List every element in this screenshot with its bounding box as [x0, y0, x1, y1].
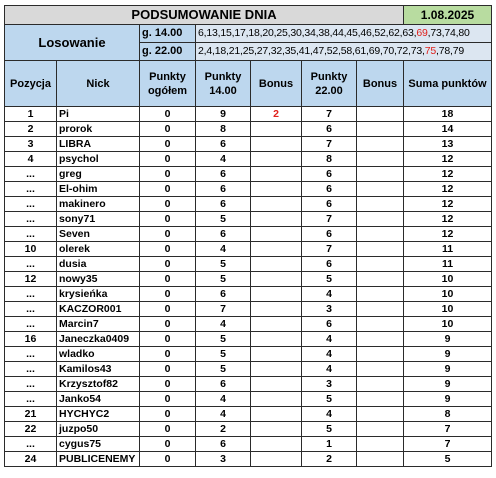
sum-cell: 12	[404, 152, 492, 167]
sum-cell: 12	[404, 182, 492, 197]
nick-cell: olerek	[57, 242, 140, 257]
total-cell: 0	[140, 197, 196, 212]
draw-number: 2	[198, 45, 204, 57]
draw-time-1400: g. 14.00	[140, 25, 196, 43]
draw-number: 25	[276, 27, 288, 39]
total-cell: 0	[140, 227, 196, 242]
sum-cell: 12	[404, 227, 492, 242]
draw-number: 34	[304, 27, 316, 39]
bonus-1-cell	[251, 257, 302, 272]
bonus-1-cell	[251, 422, 302, 437]
sum-cell: 11	[404, 242, 492, 257]
points-2200-cell: 4	[302, 287, 357, 302]
nick-cell: wladko	[57, 347, 140, 362]
points-2200-cell: 5	[302, 422, 357, 437]
points-1400-cell: 5	[196, 212, 251, 227]
draw-time-2200: g. 22.00	[140, 43, 196, 61]
sum-cell: 9	[404, 362, 492, 377]
draw-number: 73	[410, 45, 422, 57]
bonus-2-cell	[357, 302, 404, 317]
draw-number: 63	[402, 27, 414, 39]
position-cell: 16	[5, 332, 57, 347]
table-row	[5, 452, 492, 467]
bonus-1-cell	[251, 137, 302, 152]
points-2200-cell: 6	[302, 182, 357, 197]
position-cell: ...	[5, 362, 57, 377]
draw-number: 6	[198, 27, 204, 39]
sum-cell: 10	[404, 317, 492, 332]
nick-cell: juzpo50	[57, 422, 140, 437]
total-cell: 0	[140, 407, 196, 422]
table-row	[5, 137, 492, 152]
position-cell: ...	[5, 317, 57, 332]
points-2200-cell: 7	[302, 107, 357, 122]
header-sum: Suma punktów	[404, 61, 492, 107]
nick-cell: El-ohim	[57, 182, 140, 197]
points-1400-cell: 5	[196, 347, 251, 362]
bonus-2-cell	[357, 137, 404, 152]
header-points-2200: Punkty 22.00	[302, 61, 357, 107]
position-cell: 22	[5, 422, 57, 437]
total-cell: 0	[140, 272, 196, 287]
sum-cell: 14	[404, 122, 492, 137]
page-title: PODSUMOWANIE DNIA	[5, 6, 404, 25]
points-2200-cell: 7	[302, 212, 357, 227]
bonus-2-cell	[357, 242, 404, 257]
bonus-1-cell	[251, 122, 302, 137]
position-cell: 2	[5, 122, 57, 137]
points-2200-cell: 1	[302, 437, 357, 452]
bonus-1-cell	[251, 437, 302, 452]
bonus-1-cell	[251, 332, 302, 347]
draw-numbers-2200: 2,4,18,21,25,27,32,35,41,47,52,58,61,69,70,72,73,75,78,79	[196, 43, 492, 61]
bonus-2-cell	[357, 287, 404, 302]
bonus-2-cell	[357, 362, 404, 377]
table-row	[5, 197, 492, 212]
points-2200-cell: 3	[302, 302, 357, 317]
position-cell: ...	[5, 212, 57, 227]
sum-cell: 10	[404, 272, 492, 287]
draw-number: 44	[332, 27, 344, 39]
total-cell: 0	[140, 317, 196, 332]
points-2200-cell: 6	[302, 197, 357, 212]
daily-summary-table	[4, 5, 492, 467]
bonus-2-cell	[357, 347, 404, 362]
draw-number: 46	[360, 27, 372, 39]
nick-cell: Seven	[57, 227, 140, 242]
table-row	[5, 422, 492, 437]
position-cell: 4	[5, 152, 57, 167]
table-row	[5, 227, 492, 242]
draw-number: 13	[206, 27, 218, 39]
total-cell: 0	[140, 137, 196, 152]
table-row	[5, 287, 492, 302]
draw-number: 80	[458, 27, 470, 39]
total-cell: 0	[140, 287, 196, 302]
draw-number: 73	[430, 27, 442, 39]
header-nick: Nick	[57, 61, 140, 107]
bonus-1-cell	[251, 377, 302, 392]
points-1400-cell: 6	[196, 182, 251, 197]
bonus-2-cell	[357, 122, 404, 137]
points-1400-cell: 2	[196, 422, 251, 437]
draw-number: 17	[234, 27, 246, 39]
draw-number: 41	[298, 45, 310, 57]
sum-cell: 12	[404, 197, 492, 212]
results-sheet	[4, 5, 492, 467]
date-cell: 1.08.2025	[404, 6, 492, 25]
bonus-1-cell	[251, 242, 302, 257]
table-row	[5, 437, 492, 452]
sum-cell: 12	[404, 212, 492, 227]
bonus-1-cell	[251, 347, 302, 362]
bonus-1-cell	[251, 452, 302, 467]
bonus-1-cell	[251, 302, 302, 317]
table-row	[5, 392, 492, 407]
draw-number: 21	[228, 45, 240, 57]
nick-cell: nowy35	[57, 272, 140, 287]
sum-cell: 18	[404, 107, 492, 122]
table-row	[5, 212, 492, 227]
bonus-2-cell	[357, 332, 404, 347]
bonus-2-cell	[357, 422, 404, 437]
table-row	[5, 347, 492, 362]
points-2200-cell: 6	[302, 122, 357, 137]
draw-number: 35	[284, 45, 296, 57]
total-cell: 0	[140, 152, 196, 167]
draw-number: 61	[354, 45, 366, 57]
sum-cell: 12	[404, 167, 492, 182]
points-2200-cell: 6	[302, 227, 357, 242]
table-row	[5, 182, 492, 197]
position-cell: ...	[5, 257, 57, 272]
table-row	[5, 302, 492, 317]
draw-number: 18	[248, 27, 260, 39]
points-2200-cell: 6	[302, 167, 357, 182]
position-cell: 1	[5, 107, 57, 122]
draw-number: 45	[346, 27, 358, 39]
points-1400-cell: 6	[196, 437, 251, 452]
draw-number: 52	[326, 45, 338, 57]
draw-number: 38	[318, 27, 330, 39]
points-2200-cell: 4	[302, 332, 357, 347]
points-2200-cell: 4	[302, 347, 357, 362]
column-header-row	[5, 61, 492, 107]
total-cell: 0	[140, 242, 196, 257]
total-cell: 0	[140, 332, 196, 347]
total-cell: 0	[140, 437, 196, 452]
position-cell: ...	[5, 377, 57, 392]
total-cell: 0	[140, 302, 196, 317]
position-cell: 21	[5, 407, 57, 422]
draw-number: 47	[312, 45, 324, 57]
sum-cell: 11	[404, 257, 492, 272]
bonus-2-cell	[357, 212, 404, 227]
position-cell: ...	[5, 392, 57, 407]
points-1400-cell: 6	[196, 287, 251, 302]
total-cell: 0	[140, 257, 196, 272]
bonus-1-cell	[251, 182, 302, 197]
nick-cell: krysieńka	[57, 287, 140, 302]
nick-cell: Marcin7	[57, 317, 140, 332]
bonus-1-cell	[251, 272, 302, 287]
points-2200-cell: 3	[302, 377, 357, 392]
total-cell: 0	[140, 362, 196, 377]
sum-cell: 9	[404, 392, 492, 407]
total-cell: 0	[140, 347, 196, 362]
sum-cell: 7	[404, 437, 492, 452]
draw-number: 62	[388, 27, 400, 39]
points-1400-cell: 4	[196, 407, 251, 422]
sum-cell: 5	[404, 452, 492, 467]
sum-cell: 9	[404, 377, 492, 392]
table-row	[5, 257, 492, 272]
bonus-2-cell	[357, 152, 404, 167]
bonus-1-cell	[251, 362, 302, 377]
bonus-2-cell	[357, 452, 404, 467]
bonus-2-cell	[357, 227, 404, 242]
table-row	[5, 332, 492, 347]
header-points-1400: Punkty 14.00	[196, 61, 251, 107]
draw-number: 78	[438, 45, 450, 57]
sum-cell: 9	[404, 332, 492, 347]
sum-cell: 8	[404, 407, 492, 422]
points-1400-cell: 8	[196, 122, 251, 137]
points-2200-cell: 7	[302, 137, 357, 152]
points-1400-cell: 6	[196, 167, 251, 182]
draw-number: 32	[270, 45, 282, 57]
nick-cell: dusia	[57, 257, 140, 272]
points-2200-cell: 5	[302, 392, 357, 407]
total-cell: 0	[140, 122, 196, 137]
table-row	[5, 242, 492, 257]
sum-cell: 7	[404, 422, 492, 437]
position-cell: ...	[5, 197, 57, 212]
nick-cell: makinero	[57, 197, 140, 212]
bonus-2-cell	[357, 437, 404, 452]
points-2200-cell: 5	[302, 272, 357, 287]
points-1400-cell: 5	[196, 362, 251, 377]
draw-number: 15	[220, 27, 232, 39]
total-cell: 0	[140, 377, 196, 392]
draw-number: 18	[214, 45, 226, 57]
points-1400-cell: 4	[196, 392, 251, 407]
sum-cell: 13	[404, 137, 492, 152]
bonus-2-cell	[357, 272, 404, 287]
points-2200-cell: 2	[302, 452, 357, 467]
points-1400-cell: 4	[196, 317, 251, 332]
total-cell: 0	[140, 422, 196, 437]
bonus-2-cell	[357, 107, 404, 122]
sum-cell: 9	[404, 347, 492, 362]
table-row	[5, 167, 492, 182]
bonus-1-cell	[251, 197, 302, 212]
position-cell: 12	[5, 272, 57, 287]
total-cell: 0	[140, 452, 196, 467]
table-row	[5, 107, 492, 122]
bonus-1-cell	[251, 227, 302, 242]
points-1400-cell: 6	[196, 227, 251, 242]
bonus-2-cell	[357, 317, 404, 332]
total-cell: 0	[140, 212, 196, 227]
points-1400-cell: 5	[196, 332, 251, 347]
nick-cell: psychol	[57, 152, 140, 167]
nick-cell: Krzysztof82	[57, 377, 140, 392]
nick-cell: Janeczka0409	[57, 332, 140, 347]
bonus-2-cell	[357, 377, 404, 392]
table-row	[5, 152, 492, 167]
bonus-2-cell	[357, 257, 404, 272]
header-bonus-1: Bonus	[251, 61, 302, 107]
points-2200-cell: 4	[302, 362, 357, 377]
table-row	[5, 377, 492, 392]
position-cell: ...	[5, 302, 57, 317]
bonus-1-cell	[251, 392, 302, 407]
position-cell: ...	[5, 287, 57, 302]
nick-cell: Pi	[57, 107, 140, 122]
table-row	[5, 317, 492, 332]
bonus-2-cell	[357, 182, 404, 197]
position-cell: ...	[5, 347, 57, 362]
nick-cell: HYCHYC2	[57, 407, 140, 422]
bonus-1-cell	[251, 287, 302, 302]
header-position: Pozycja	[5, 61, 57, 107]
position-cell: 3	[5, 137, 57, 152]
bonus-2-cell	[357, 197, 404, 212]
total-cell: 0	[140, 182, 196, 197]
nick-cell: greg	[57, 167, 140, 182]
nick-cell: prorok	[57, 122, 140, 137]
bonus-2-cell	[357, 407, 404, 422]
bonus-2-cell	[357, 167, 404, 182]
position-cell: 10	[5, 242, 57, 257]
draw-number: 70	[382, 45, 394, 57]
points-1400-cell: 5	[196, 272, 251, 287]
points-1400-cell: 6	[196, 377, 251, 392]
position-cell: ...	[5, 167, 57, 182]
bonus-1-cell: 2	[251, 107, 302, 122]
bonus-2-cell	[357, 392, 404, 407]
total-cell: 0	[140, 107, 196, 122]
points-1400-cell: 9	[196, 107, 251, 122]
header-bonus-2: Bonus	[357, 61, 404, 107]
bonus-1-cell	[251, 407, 302, 422]
position-cell: ...	[5, 182, 57, 197]
nick-cell: LIBRA	[57, 137, 140, 152]
draw-number: 27	[256, 45, 268, 57]
points-1400-cell: 3	[196, 452, 251, 467]
nick-cell: cygus75	[57, 437, 140, 452]
draw-number: 74	[444, 27, 456, 39]
nick-cell: Janko54	[57, 392, 140, 407]
table-row	[5, 122, 492, 137]
nick-cell: PUBLICENEMY	[57, 452, 140, 467]
points-2200-cell: 7	[302, 242, 357, 257]
points-2200-cell: 4	[302, 407, 357, 422]
draws-label: Losowanie	[5, 25, 140, 61]
draw-number: 75	[424, 45, 436, 57]
table-row	[5, 362, 492, 377]
draw-number: 69	[368, 45, 380, 57]
table-row	[5, 407, 492, 422]
sum-cell: 10	[404, 302, 492, 317]
draw-number: 69	[416, 27, 428, 39]
points-1400-cell: 6	[196, 137, 251, 152]
points-2200-cell: 8	[302, 152, 357, 167]
draw-number: 72	[396, 45, 408, 57]
draw-number: 58	[340, 45, 352, 57]
points-2200-cell: 6	[302, 257, 357, 272]
points-1400-cell: 7	[196, 302, 251, 317]
draw-number: 20	[262, 27, 274, 39]
points-1400-cell: 4	[196, 242, 251, 257]
total-cell: 0	[140, 167, 196, 182]
draw-number: 4	[206, 45, 212, 57]
bonus-1-cell	[251, 152, 302, 167]
nick-cell: KACZOR001	[57, 302, 140, 317]
points-1400-cell: 5	[196, 257, 251, 272]
points-1400-cell: 6	[196, 197, 251, 212]
position-cell: 24	[5, 452, 57, 467]
bonus-1-cell	[251, 317, 302, 332]
points-2200-cell: 6	[302, 317, 357, 332]
draw-numbers-1400: 6,13,15,17,18,20,25,30,34,38,44,45,46,52,62,63,69,73,74,80	[196, 25, 492, 43]
nick-cell: sony71	[57, 212, 140, 227]
draw-number: 52	[374, 27, 386, 39]
position-cell: ...	[5, 437, 57, 452]
draw-number: 79	[452, 45, 464, 57]
sum-cell: 10	[404, 287, 492, 302]
nick-cell: Kamilos43	[57, 362, 140, 377]
bonus-1-cell	[251, 167, 302, 182]
header-total: Punkty ogółem	[140, 61, 196, 107]
table-row	[5, 272, 492, 287]
position-cell: ...	[5, 227, 57, 242]
points-1400-cell: 4	[196, 152, 251, 167]
draw-number: 25	[242, 45, 254, 57]
bonus-1-cell	[251, 212, 302, 227]
total-cell: 0	[140, 392, 196, 407]
draw-number: 30	[290, 27, 302, 39]
